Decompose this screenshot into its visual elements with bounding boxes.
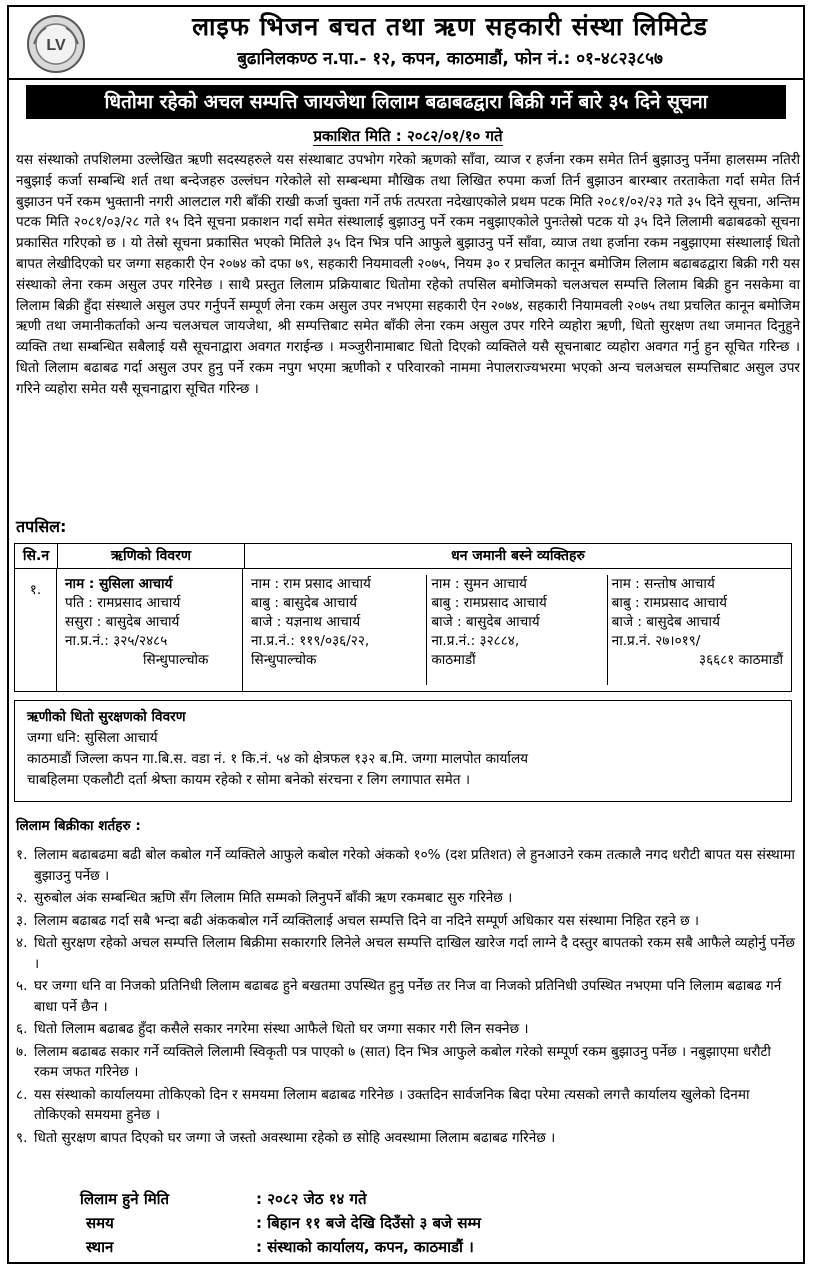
row-serial: १. bbox=[15, 569, 57, 691]
conditions-list bbox=[16, 845, 796, 1150]
published-date-text: प्रकाशित मिति : २०८२/०१/१० गते bbox=[313, 127, 503, 145]
condition-text: घर जग्गा धनि वा निजको प्रतिनिधी लिलाम बढाबढ हुने बखतमा उपस्थित हुनु पर्नेछ तर निज वा निजको प्रतिनिधी उपस्थित नभएमा पनि लिलाम बढाबढ गर्न बाधा पर्ने छैन । bbox=[34, 978, 782, 1015]
guarantor-district: ३६६८१ काठमाडौं bbox=[699, 652, 783, 668]
schedule-time-label: समय bbox=[86, 1214, 114, 1232]
condition-number: ५. bbox=[16, 978, 28, 994]
guarantor-district: काठमाडौं bbox=[431, 652, 476, 668]
condition-number: ३. bbox=[16, 912, 28, 929]
collateral-line-1: काठमाडौं जिल्ला कपन गा.बि.स. वडा नं. १ कि.नं. ५४ को क्षेत्रफल १३२ ब.मि. जग्गा मालपोत कार्यालय bbox=[27, 751, 529, 767]
guarantor-list bbox=[243, 569, 791, 691]
condition-number: ८. bbox=[16, 1086, 28, 1103]
list-item bbox=[16, 1042, 796, 1083]
list-item bbox=[16, 1128, 796, 1149]
condition-text: लिलाम बढाबढमा बढी बोल कबोल गर्ने व्यक्तिले आफुले कबोल गरेको अंकको १०% (दश प्रतिशत) ले हुनआउने रकम तत्कालै नगद धरौटी बापत यस संस्थामा बुझाउनु पर्नेछ । bbox=[34, 847, 795, 884]
list-item bbox=[16, 933, 796, 974]
conditions-heading: लिलाम बिक्रीका शर्तहरु : bbox=[16, 818, 141, 834]
published-date bbox=[0, 125, 816, 147]
schedule-date-value: : २०८२ जेठ १४ गते bbox=[256, 1190, 367, 1208]
guarantor-name: नाम : राम प्रसाद आचार्य bbox=[251, 576, 371, 592]
collateral-line-2: चाबहिलमा एकलौटी दर्ता श्रेष्ता कायम रहेको र सोमा बनेको संरचना र लिग लगापात समेत । bbox=[27, 772, 470, 788]
guarantor-grandfather: बाजे : बासुदेब आचार्य bbox=[431, 614, 540, 630]
condition-text: लिलाम बढाबढ सकार गर्ने व्यक्तिले लिलामी स्विकृती पत्र पाएको ७ (सात) दिन भित्र आफुले कबोल गरेको सम्पूर्ण रकम बुझाउनु पर्नेछ । नबुझाएमा धरौटी रकम जफत गरिनेछ । bbox=[34, 1043, 771, 1080]
borrower-father-in-law: ससुरा : बासुदेब आचार्य bbox=[65, 614, 180, 630]
condition-text: धितो लिलाम बढाबढ हुँदा कसैले सकार नगरेमा संस्था आफैले धितो घर जग्गा सकार गरी लिन सक्नेछ । bbox=[34, 1021, 529, 1037]
guarantor-citizenship: ना.प्र.नं.: ३२८८४, bbox=[431, 633, 520, 649]
schedule-date-row bbox=[80, 1187, 481, 1211]
condition-number: ९. bbox=[16, 1129, 28, 1146]
condition-text: धितो सुरक्षण रहेको अचल सम्पत्ति लिलाम बिक्रीमा सकारगरि लिनेले अचल सम्पत्ति दाखिल खारेज गर्दा लाग्ने दै दस्तुर बापतको रकम सबै आफैले व्यहोर्नु पर्नेछ । bbox=[34, 935, 795, 972]
condition-number: ६. bbox=[16, 1021, 28, 1037]
details-table bbox=[14, 543, 792, 692]
header-divider bbox=[9, 78, 803, 80]
guarantor-name: नाम : सुमन आचार्य bbox=[431, 576, 527, 592]
schedule-time-value: : बिहान ११ बजे देखि दिउँसो ३ बजे सम्म bbox=[256, 1214, 482, 1232]
schedule-place-value: : संस्थाको कार्यालय, कपन, काठमाडौं । bbox=[256, 1238, 474, 1256]
col-borrower: ऋणिको विवरण bbox=[58, 544, 245, 568]
guarantor-district: सिन्धुपाल्चोक bbox=[251, 652, 317, 668]
condition-number: ७. bbox=[16, 1043, 28, 1060]
organization-address: बुढानिलकण्ठ न.पा.- १२, कपन, काठमाडौं, फोन नं.: ०१-४८२३८५७ bbox=[237, 49, 663, 69]
collateral-details bbox=[14, 700, 792, 802]
collateral-owner: जग्गा धनि: सुसिला आचार्य bbox=[27, 730, 158, 746]
schedule-date-label: लिलाम हुने मिति bbox=[80, 1190, 170, 1208]
condition-number: ४. bbox=[16, 935, 28, 951]
svg-text:LV: LV bbox=[46, 37, 66, 54]
condition-number: १. bbox=[16, 847, 28, 863]
col-serial: सि.न bbox=[15, 544, 58, 568]
guarantor-father: बाबु : बासुदेब आचार्य bbox=[251, 595, 357, 611]
guarantor-grandfather: बाजे : यज्ञनाथ आचार्य bbox=[251, 614, 361, 630]
details-table-header bbox=[15, 544, 791, 569]
borrower-husband: पति : रामप्रसाद आचार्य bbox=[65, 595, 181, 611]
list-item bbox=[16, 911, 796, 932]
notice-body: यस संस्थाको तपशिलमा उल्लेखित ऋणी सदस्यहरुले यस संस्थाबाट उपभोग गरेको ऋणको साँवा, व्याज र हर्जना रकम समेत तिर्न बुझाउनु पर्नेमा हालसम्म नतिरी नबुझाई कर्जा सम्बन्धि शर्त तथा बन्देजहरु उल्लंघन गरेकोले सो सम्बन्धमा मौखिक तथा लिखित रुपमा कर्जा तिर्न बुझाउन बारम्बार तरताकेता गर्दा समेत तिर्न बुझाउन पर्ने रकम भुक्तानी नगरी आलटाल गरी बाँकी राखी कर्जा चुक्ता गर्ने तर्फ तत्परता नदेखाएकोले प्रथम पटक मिति २०८१/०२/२३ गते ३५ दिने सूचना, अन्तिम पटक मिति २०८१/०३/२८ गते १५ दिने सूचना प्रकाशन गर्दा समेत संस्थालाई बुझाउनु पर्ने रकम नबुझाएकोले पुनःतेस्रो पटक यो ३५ दिने लिलामी बढाबढको सूचना प्रकासित गरिएको छ । यो तेस्रो सूचना प्रकासित भएको मितिले ३५ दिन भित्र पनि आफुले बुझाउनु पर्ने साँवा, व्याज तथा हर्जाना रकम नबुझाएमा संस्थालाई धितो बापत लेखीदिएको घर जग्गा सहकारी ऐन २०७४ को दफा ७९, सहकारी नियमावली २०७५, नियम ३० र प्रचलित कानून बमोजिम लिलाम बढाबढद्वारा बिक्री गरी यस संस्थाको लेना रकम असुल उपर गरिनेछ । साथै प्रस्तुत लिलाम प्रक्रियाबाट धितोमा रहेको तपसिल बमोजिमको चलअचल सम्पत्ति लिलाम बिक्री हुन नसकेमा वा लिलाम बिक्री हुँदा संस्थाले असुल उपर गर्नुपर्ने सम्पूर्ण लेना रकम असुल उपर नभएमा सहकारी ऐन २०७४, सहकारी नियामवली २०७५ तथा प्रचलित कानून बमोजिम ऋणी तथा जमानीकर्ताको अन्य चलअचल जायजेथा, श्री सम्पत्तिबाट समेत बाँकी लेना रकम असुल उपर गरिने व्यहोरा ऋणी, धितो सुरक्षण तथा जमानत दिनुहुने व्यक्ति तथा सम्बन्धित सबैलाई यसै सूचनाद्वारा अवगत गराईन्छ । मञ्जुरीनामाबाट धितो दिएको व्यक्तिले यसै सूचनाबाट व्यहोरा अवगत गर्नु हुन सूचित गरिन्छ । धितो लिलाम बढाबढ गर्दा असुल उपर हुनु पर्ने रकम नपुग भएमा ऋणीको र परिवारको नाममा नेपालराज्यभरमा भएको अन्य चलअचल सम्पत्तिबाट असुल उपर गरिने व्यहोरा समेत यसै सूचनाद्वारा सूचित गरिन्छ । bbox=[16, 152, 800, 397]
list-item bbox=[16, 888, 796, 909]
schedule-place-row bbox=[80, 1235, 481, 1259]
collateral-heading: ऋणीको धितो सुरक्षणको विवरण bbox=[27, 709, 186, 725]
schedule-place-label: स्थान bbox=[86, 1238, 114, 1256]
guarantor-3 bbox=[607, 575, 787, 685]
list-item bbox=[16, 976, 796, 1017]
list-item bbox=[16, 1019, 796, 1040]
condition-text: धितो सुरक्षण बापत दिएको घर जग्गा जे जस्तो अवस्थामा रहेको छ सोहि अवस्थामा लिलाम बढाबढ गरिनेछ । bbox=[34, 1129, 556, 1146]
guarantor-1 bbox=[247, 575, 426, 685]
schedule-time-row bbox=[80, 1211, 481, 1235]
borrower-name: नाम : सुसिला आचार्य bbox=[65, 576, 173, 592]
guarantor-name: नाम : सन्तोष आचार्य bbox=[611, 576, 715, 592]
guarantor-father: बाबु : रामप्रसाद आचार्य bbox=[431, 595, 547, 611]
organization-name: लाइफ भिजन बचत तथा ऋण सहकारी संस्था लिमिटेड bbox=[192, 12, 708, 41]
notice-title: धितोमा रहेको अचल सम्पत्ति जायजेथा लिलाम बढाबढद्वारा बिक्री गर्ने बारे ३५ दिने सूचना bbox=[26, 85, 786, 119]
col-guarantors: धन जमानी बस्ने व्यक्तिहरु bbox=[451, 548, 585, 564]
list-item bbox=[16, 1085, 796, 1126]
condition-text: लिलाम बढाबढ गर्दा सबै भन्दा बढी अंककबोल गर्ने व्यक्तिलाई अचल सम्पत्ति दिने वा नदिने सम्पूर्ण अधिकार यस संस्थामा निहित रहने छ । bbox=[34, 912, 700, 929]
list-item bbox=[16, 845, 796, 886]
borrower-details bbox=[57, 569, 243, 691]
guarantor-citizenship: ना.प्र.नं.: ११९/०३६/२२, bbox=[251, 633, 370, 649]
guarantor-citizenship: ना.प्र.नं. २७।०१९/ bbox=[611, 633, 701, 649]
organization-logo bbox=[26, 14, 86, 74]
auction-schedule bbox=[80, 1187, 481, 1259]
borrower-district: सिन्धुपाल्चोक bbox=[143, 652, 209, 668]
guarantor-grandfather: बाजे : बासुदेब आचार्य bbox=[611, 614, 720, 630]
condition-text: यस संस्थाको कार्यालयमा तोकिएको दिन र समयमा लिलाम बढाबढ गरिनेछ । उक्तदिन सार्वजनिक बिदा परेमा त्यसको लगत्तै कार्यालय खुलेको दिनमा तोकिएको समयमा हुनेछ । bbox=[34, 1086, 750, 1123]
details-heading: तपसिल: bbox=[16, 517, 67, 536]
condition-number: २. bbox=[16, 890, 28, 906]
guarantor-2 bbox=[426, 575, 606, 685]
table-row bbox=[15, 569, 791, 691]
condition-text: सुरुबोल अंक सम्बन्धित ऋणि सँग लिलाम मिति सम्मको लिनुपर्ने बाँकी ऋण रकमबाट सुरु गरिनेछ । bbox=[34, 890, 513, 906]
borrower-citizenship: ना.प्र.नं.: ३२५/२४८५ bbox=[65, 633, 168, 649]
guarantor-father: बाबु : रामप्रसाद आचार्य bbox=[611, 595, 728, 611]
